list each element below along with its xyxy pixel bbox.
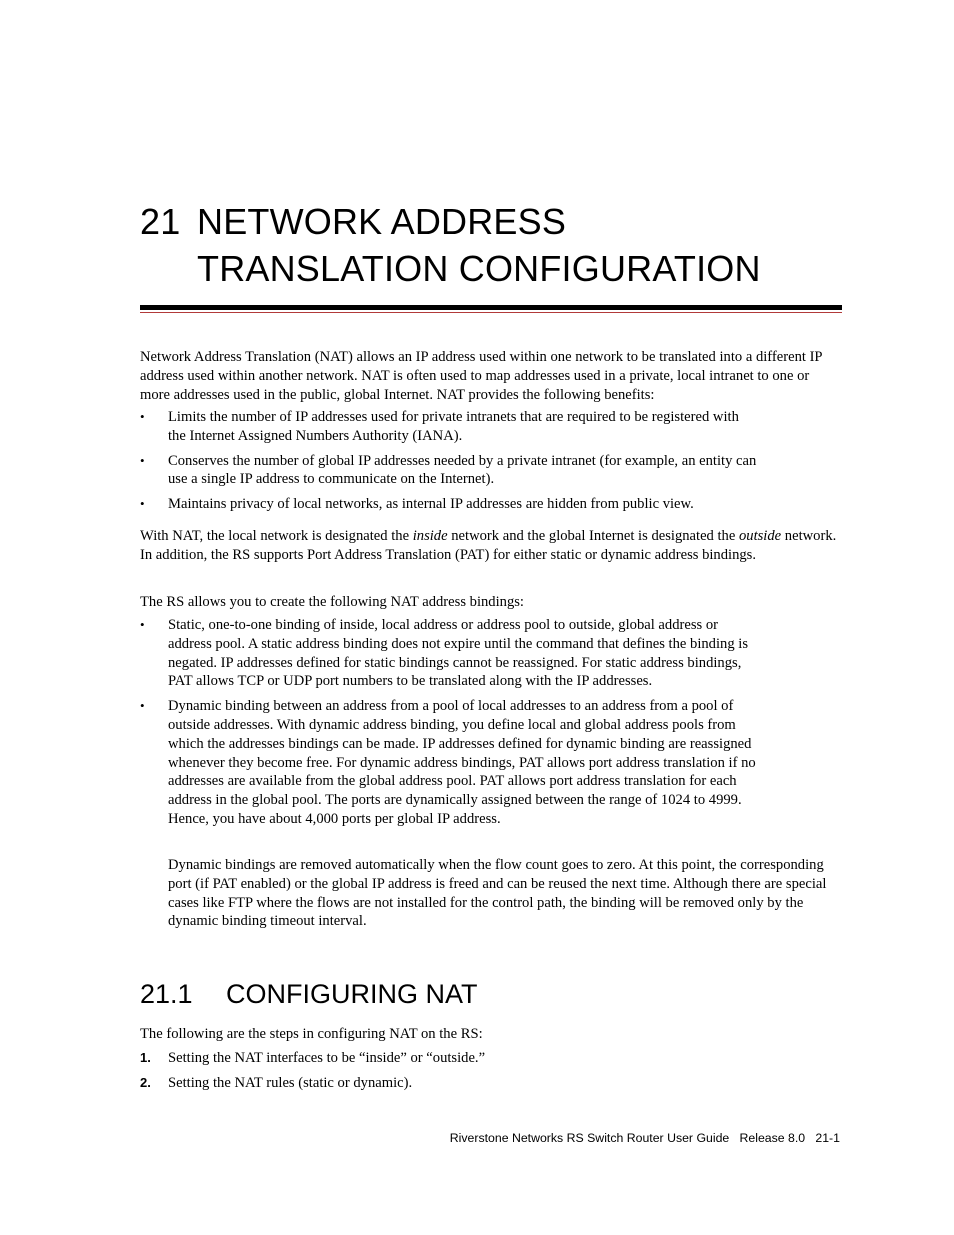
text-span: network and the global Internet is designated the bbox=[447, 528, 739, 544]
nat-paragraph-text bbox=[140, 527, 840, 565]
list-item-text: Limits the number of IP addresses used for private intranets that are required to be registered with the Internet Assigned Numbers Authority (IANA). bbox=[168, 409, 739, 444]
section-number: 21.1 bbox=[140, 979, 193, 1009]
bullet-icon: • bbox=[140, 617, 145, 632]
list-item-text: Maintains privacy of local networks, as internal IP addresses are hidden from public view. bbox=[168, 496, 694, 513]
bindings-list bbox=[140, 616, 840, 829]
intro-paragraph bbox=[140, 348, 840, 404]
chapter-title bbox=[140, 198, 860, 292]
list-item bbox=[140, 408, 758, 446]
list-item-text: Conserves the number of global IP addresses needed by a private intranet (for example, an entity can use a single IP address to communicate on the Internet). bbox=[168, 452, 757, 488]
section-title-text: CONFIGURING NAT bbox=[226, 979, 478, 1009]
outside-term: outside bbox=[738, 528, 782, 544]
chapter-title-line2: TRANSLATION CONFIGURATION bbox=[197, 248, 761, 289]
nat-paragraph bbox=[140, 527, 840, 565]
title-rule-accent bbox=[140, 312, 842, 313]
bindings-lead bbox=[140, 593, 840, 612]
list-item bbox=[140, 1049, 840, 1068]
bindings-list-wrap bbox=[140, 616, 840, 835]
page-footer: Riverstone Networks RS Switch Router User Guide Release 8.0 21-1 bbox=[449, 1131, 840, 1145]
step-text: Setting the NAT rules (static or dynamic). bbox=[168, 1074, 413, 1091]
list-item bbox=[140, 452, 768, 490]
text-span: With NAT, the local network is designated the bbox=[140, 528, 413, 544]
list-item-text: Dynamic binding between an address from a pool of local addresses to an address from a pool of outside addresses. With dynamic address binding, you define local and global address pools from which the addresses bindings can be made. IP addresses defined for dynamic binding are reassigned whenever they become free. For dynamic address bindings, PAT allows port address translation if no addresses are available from the global address pool. PAT allows port address translation for each address in the global pool. The ports are dynamically assigned between the range of 1024 to 4999. Hence, you have about 4,000 ports per global IP address. bbox=[168, 698, 756, 827]
bullet-icon: • bbox=[140, 698, 145, 714]
benefits-list-wrap bbox=[140, 408, 840, 520]
inside-term: inside bbox=[412, 528, 448, 544]
dynamic-bindings-paragraph bbox=[168, 856, 840, 931]
chapter-number: 21 bbox=[140, 201, 181, 242]
step-number: 1. bbox=[140, 1050, 151, 1065]
benefits-list bbox=[140, 408, 840, 514]
chapter-title-line1: NETWORK ADDRESS bbox=[197, 201, 567, 242]
section-title bbox=[140, 976, 478, 1012]
intro-text: Network Address Translation (NAT) allows an IP address used within one network to be translated into a different IP address used within another network. NAT is often used to map addresses used in a private, local intranet to one or more addresses used in the public, global Internet. NAT provides the following benefits: bbox=[140, 349, 822, 403]
list-item bbox=[140, 616, 758, 691]
bullet-icon: • bbox=[140, 409, 145, 424]
list-item bbox=[140, 495, 768, 514]
text-span: network. In addition, the RS supports Port Address Translation (PAT) for either static or dynamic address bindings. bbox=[140, 528, 837, 563]
title-rule-thick bbox=[140, 305, 842, 310]
list-item bbox=[140, 1074, 840, 1093]
bullet-icon: • bbox=[140, 452, 145, 468]
section-lead bbox=[140, 1025, 840, 1044]
step-number: 2. bbox=[140, 1074, 151, 1090]
bullet-icon: • bbox=[140, 496, 145, 512]
bindings-lead-text: The RS allows you to create the following NAT address bindings: bbox=[140, 594, 524, 610]
section-lead-text: The following are the steps in configuring NAT on the RS: bbox=[140, 1026, 483, 1042]
step-text: Setting the NAT interfaces to be “inside” or “outside.” bbox=[168, 1050, 486, 1066]
steps-list bbox=[140, 1049, 840, 1099]
list-item bbox=[140, 697, 758, 829]
list-item-text: Static, one-to-one binding of inside, local address or address pool to outside, global address or address pool. A static address binding does not expire until the command that defines the binding is negated. IP addresses defined for static bindings cannot be reassigned. For static address bindings, PAT allows TCP or UDP port numbers to be translated along with the IP addresses. bbox=[168, 617, 749, 690]
dynamic-bindings-text: Dynamic bindings are removed automatically when the flow count goes to zero. At this point, the corresponding port (if PAT enabled) or the global IP address is freed and can be reused the next time. Although there are special cases like FTP where the flows are not installed for the control path, the binding will be removed only by the dynamic binding timeout interval. bbox=[168, 857, 827, 930]
